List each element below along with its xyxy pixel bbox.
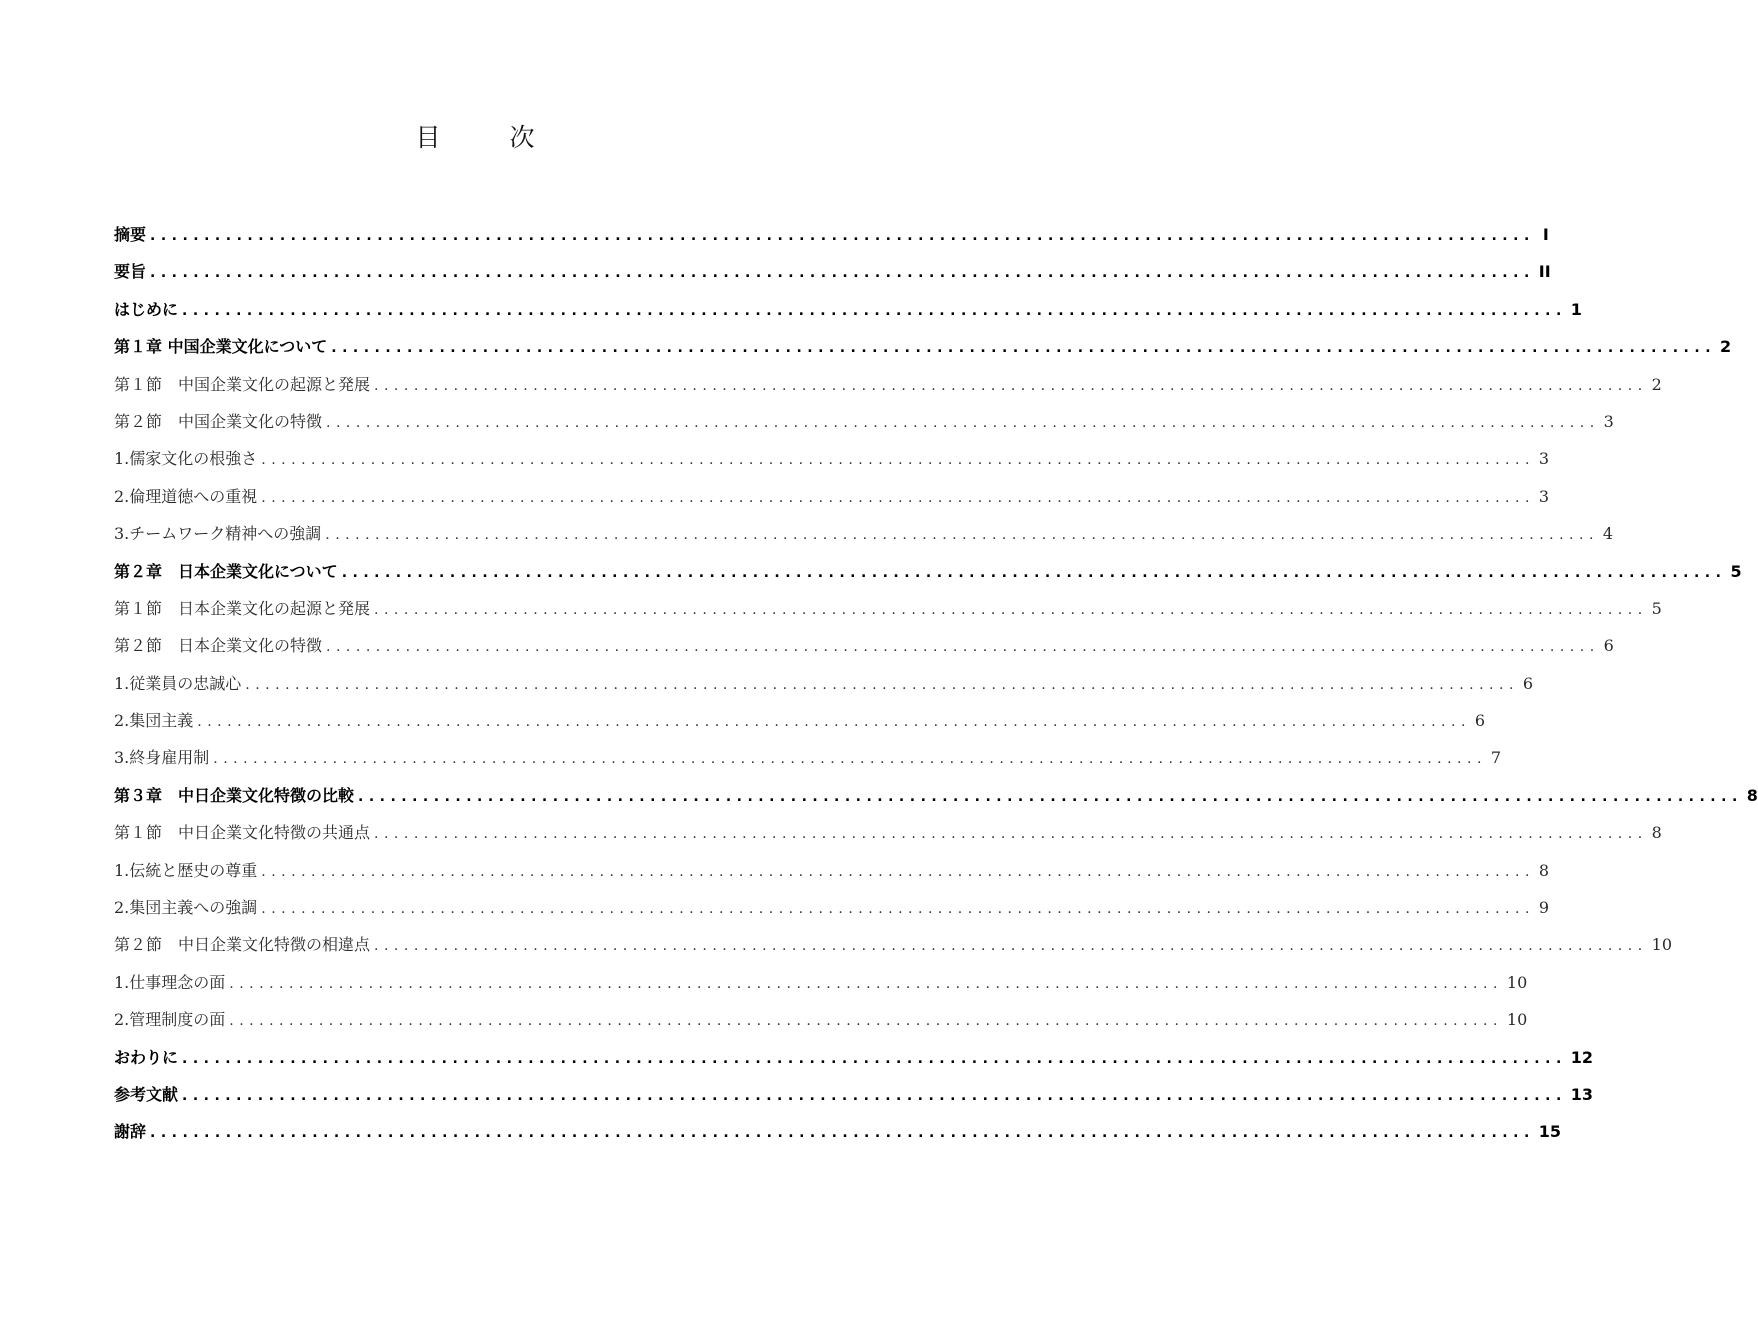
entry-page-number: 8 xyxy=(1746,785,1758,805)
entry-page-number: 9 xyxy=(1538,898,1550,918)
toc-entry-chapter-1[interactable] xyxy=(114,328,1732,365)
toc-entry-conclusion[interactable] xyxy=(114,1039,1594,1076)
toc-entry-introduction[interactable] xyxy=(114,291,1582,328)
toc-entry-subsection[interactable] xyxy=(114,739,1502,776)
dot-leader: ................................................................................................................................ xyxy=(374,938,1648,955)
entry-page-number: 8 xyxy=(1538,860,1550,880)
dot-leader: ................................................................................................................................ xyxy=(197,714,1471,731)
entry-label: 1.伝統と歴史の尊重 xyxy=(114,860,258,880)
toc-entry-subsection[interactable] xyxy=(114,515,1614,552)
entry-label: 摘要 xyxy=(114,225,147,244)
dot-leader: ................................................................................................................................ xyxy=(150,265,1535,282)
toc-entry-chapter-3[interactable] xyxy=(114,777,1758,814)
dot-leader: ................................................................................................................................ xyxy=(261,863,1535,880)
entry-page-number: I xyxy=(1542,225,1549,244)
entry-label: 1.仕事理念の面 xyxy=(114,972,226,992)
entry-page-number: 6 xyxy=(1603,636,1614,656)
toc-entry-chapter-3-section-1[interactable] xyxy=(114,814,1662,851)
toc-entry-abstract-zh[interactable] xyxy=(114,216,1549,253)
entry-label: 第１節 中国企業文化の起源と発展 xyxy=(114,374,371,394)
toc-entry-chapter-2[interactable] xyxy=(114,553,1742,590)
toc-entry-chapter-1-section-1[interactable] xyxy=(114,366,1662,403)
entry-page-number: 13 xyxy=(1570,1084,1594,1104)
entry-label: 第１節 中日企業文化特徴の共通点 xyxy=(114,823,371,843)
entry-label: 参考文献 xyxy=(114,1084,179,1104)
dot-leader: ................................................................................................................................ xyxy=(325,527,1599,544)
toc-entry-references[interactable] xyxy=(114,1076,1594,1113)
entry-page-number: 7 xyxy=(1490,748,1502,768)
toc-entry-subsection[interactable] xyxy=(114,665,1534,702)
toc-entry-subsection[interactable] xyxy=(114,964,1528,1001)
table-of-contents xyxy=(114,216,1758,1151)
entry-page-number: 10 xyxy=(1506,1010,1528,1030)
dot-leader: ................................................................................................................................ xyxy=(358,788,1743,805)
entry-label: 第３章 中日企業文化特徴の比較 xyxy=(114,785,355,805)
entry-page-number: 6 xyxy=(1474,711,1486,731)
entry-page-number: 12 xyxy=(1570,1047,1594,1067)
entry-label: 2.集団主義 xyxy=(114,711,194,731)
dot-leader: ................................................................................................................................ xyxy=(229,975,1503,992)
entry-page-number: 2 xyxy=(1720,337,1732,357)
entry-page-number: 15 xyxy=(1538,1122,1562,1142)
toc-entry-subsection[interactable] xyxy=(114,1001,1528,1038)
entry-page-number: 3 xyxy=(1538,486,1550,506)
dot-leader: ................................................................................................................................ xyxy=(182,302,1567,319)
entry-label: おわりに xyxy=(114,1047,179,1067)
dot-leader: ................................................................................................................................ xyxy=(261,901,1535,918)
entry-label: 3.チームワーク精神への強調 xyxy=(114,524,322,544)
entry-label: 1.従業員の忠誠心 xyxy=(114,673,242,693)
dot-leader: ................................................................................................................................ xyxy=(341,564,1727,581)
dot-leader: ................................................................................................................................ xyxy=(326,414,1600,431)
entry-label: 第２節 日本企業文化の特徴 xyxy=(114,636,323,656)
entry-label: 1.儒家文化の根強さ xyxy=(114,449,258,469)
dot-leader: ................................................................................................................................ xyxy=(182,1087,1567,1104)
entry-label: 要旨 xyxy=(114,262,147,282)
toc-entry-chapter-1-section-2[interactable] xyxy=(114,403,1614,440)
dot-leader: ................................................................................................................................ xyxy=(261,452,1535,469)
entry-label: 2.管理制度の面 xyxy=(114,1010,226,1030)
entry-page-number: 6 xyxy=(1522,673,1534,693)
entry-page-number: 5 xyxy=(1651,598,1662,618)
dot-leader: ................................................................................................................................ xyxy=(326,639,1600,656)
entry-label: 謝辞 xyxy=(114,1122,147,1142)
entry-page-number: 4 xyxy=(1602,524,1614,544)
entry-label: 2.倫理道徳への重視 xyxy=(114,486,258,506)
dot-leader: ................................................................................................................................ xyxy=(150,1125,1535,1142)
toc-entry-subsection[interactable] xyxy=(114,440,1550,477)
dot-leader: ................................................................................................................................ xyxy=(374,377,1648,394)
entry-page-number: II xyxy=(1538,262,1551,282)
toc-title: 目 次 xyxy=(415,123,557,152)
entry-page-number: 1 xyxy=(1570,299,1582,319)
entry-label: 第２節 中国企業文化の特徴 xyxy=(114,411,323,431)
dot-leader: ................................................................................................................................ xyxy=(245,676,1519,693)
entry-page-number: 2 xyxy=(1651,374,1662,394)
dot-leader: ................................................................................................................................ xyxy=(229,1013,1503,1030)
entry-page-number: 3 xyxy=(1538,449,1550,469)
entry-label: 第１節 日本企業文化の起源と発展 xyxy=(114,598,371,618)
dot-leader: ................................................................................................................................ xyxy=(182,1050,1567,1067)
entry-label: 第１章 中国企業文化について xyxy=(114,337,328,357)
dot-leader: ................................................................................................................................ xyxy=(261,489,1535,506)
toc-entry-chapter-2-section-1[interactable] xyxy=(114,590,1662,627)
dot-leader: ................................................................................................................................ xyxy=(374,826,1648,843)
dot-leader: ................................................................................................................................ xyxy=(331,340,1717,357)
entry-page-number: 3 xyxy=(1603,411,1614,431)
toc-entry-chapter-3-section-2[interactable] xyxy=(114,926,1672,963)
entry-label: 第２節 中日企業文化特徴の相違点 xyxy=(114,935,371,955)
entry-label: 2.集団主義への強調 xyxy=(114,898,258,918)
entry-page-number: 8 xyxy=(1651,823,1662,843)
toc-entry-subsection[interactable] xyxy=(114,852,1550,889)
toc-entry-subsection[interactable] xyxy=(114,478,1550,515)
toc-entry-chapter-2-section-2[interactable] xyxy=(114,627,1614,664)
toc-entry-subsection[interactable] xyxy=(114,889,1550,926)
dot-leader: ................................................................................................................................ xyxy=(213,751,1487,768)
toc-entry-subsection[interactable] xyxy=(114,702,1486,739)
dot-leader: ................................................................................................................................ xyxy=(374,601,1648,618)
toc-entry-acknowledgements[interactable] xyxy=(114,1113,1562,1150)
entry-page-number: 10 xyxy=(1506,972,1528,992)
toc-entry-abstract-ja[interactable] xyxy=(114,253,1551,290)
entry-label: 第２章 日本企業文化について xyxy=(114,561,338,581)
entry-page-number: 10 xyxy=(1651,935,1672,955)
entry-label: 3.終身雇用制 xyxy=(114,748,210,768)
entry-page-number: 5 xyxy=(1730,561,1742,581)
dot-leader: ................................................................................................................................ xyxy=(150,228,1535,244)
entry-label: はじめに xyxy=(114,299,179,319)
